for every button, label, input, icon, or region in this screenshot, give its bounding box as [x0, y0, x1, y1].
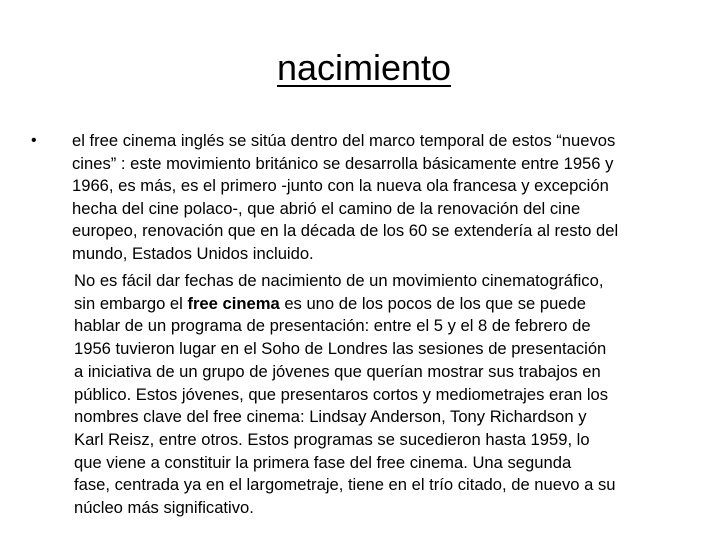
paragraph-line: a iniciativa de un grupo de jóvenes que querían mostrar sus trabajos en [74, 361, 601, 381]
bullet-line: hecha del cine polaco-, que abrió el camino de la renovación del cine [72, 198, 581, 218]
free-cinema-emphasis: free cinema [187, 293, 280, 313]
paragraph-line: fase, centrada ya en el largometraje, tiene en el trío citado, de nuevo a su [74, 475, 616, 495]
paragraph-line: 1956 tuvieron lugar en el Soho de Londres las sesiones de presentación [74, 339, 607, 359]
paragraph-line-end: es uno de los pocos de los que se puede [279, 293, 586, 313]
bullet-line: el free cinema inglés se sitúa dentro del marco temporal de estos “nuevos [72, 131, 616, 150]
slide-title: nacimiento [276, 47, 452, 88]
bullet-line: mundo, Estados Unidos incluido. [72, 243, 314, 263]
paragraph-line: núcleo más significativo. [74, 498, 254, 518]
body-paragraph [74, 270, 674, 520]
paragraph-line: No es fácil dar fechas de nacimiento de un movimiento cinematográfico, [74, 271, 604, 290]
paragraph-line: público. Estos jóvenes, que presentaros cortos y mediometrajes eran los [74, 384, 609, 404]
bullet-text [72, 130, 702, 266]
bullet-line: europeo, renovación que en la década de los 60 se extendería al resto del [72, 221, 619, 241]
paragraph-line: nombres clave del free cinema: Lindsay Anderson, Tony Richardson y [74, 407, 587, 427]
paragraph-line-start: sin embargo el [74, 293, 188, 313]
paragraph-line: que viene a constituir la primera fase del free cinema. Una segunda [74, 452, 572, 472]
bullet-dot-icon: • [31, 132, 37, 149]
bullet-line: 1966, es más, es el primero -junto con la nueva ola francesa y excepción [72, 176, 609, 196]
paragraph-line: Karl Reisz, entre otros. Estos programas se sucedieron hasta 1959, lo [74, 429, 590, 449]
paragraph-line: hablar de un programa de presentación: entre el 5 y el 8 de febrero de [74, 316, 591, 336]
bullet-line: cines” : este movimiento británico se desarrolla básicamente entre 1956 y [72, 153, 614, 173]
